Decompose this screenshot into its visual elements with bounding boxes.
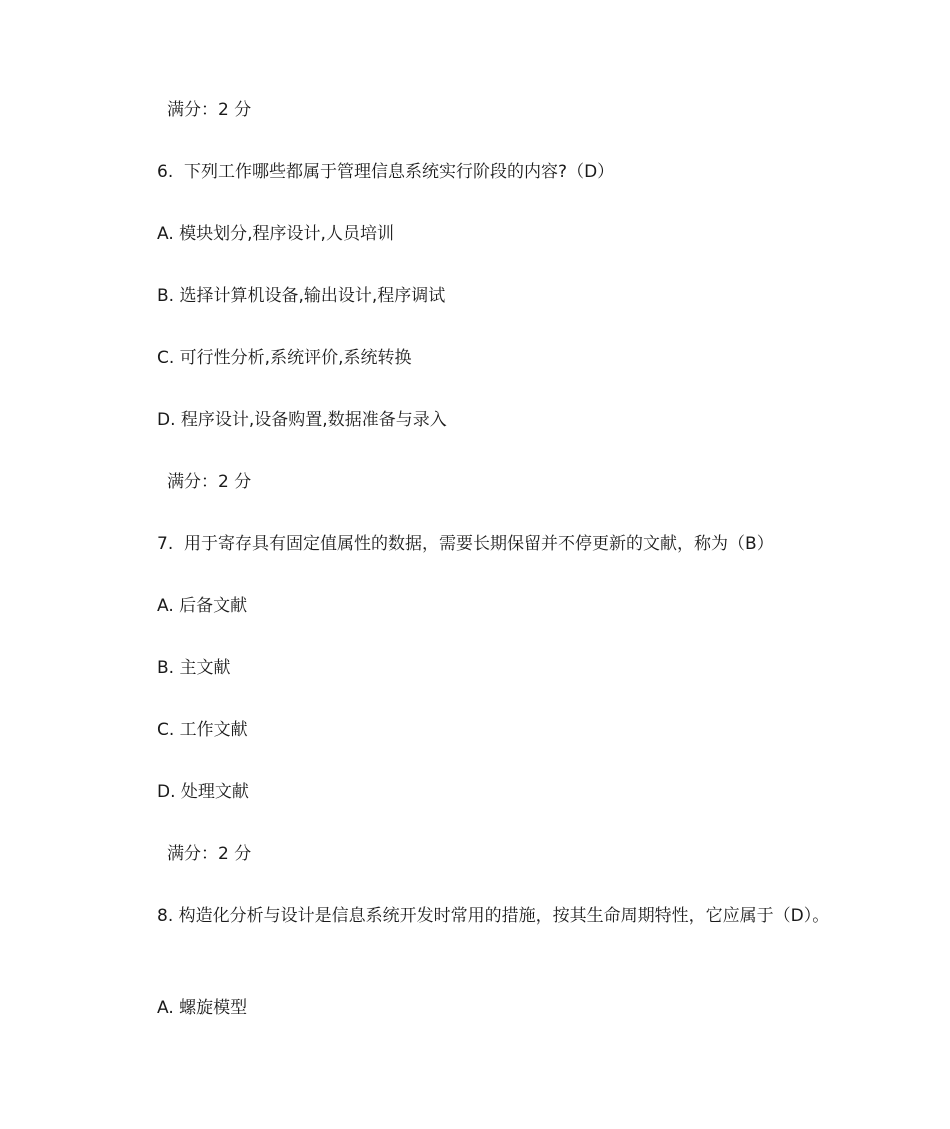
question-number: 8.: [157, 906, 174, 926]
question-number: 7.: [157, 534, 174, 554]
option-a: A. 后备文献: [157, 596, 248, 616]
option-b: B. 主文献: [157, 658, 231, 678]
option-d: D. 处理文献: [157, 782, 249, 802]
option-b: B. 选择计算机设备,输出设计,程序调试: [157, 286, 446, 306]
option-a: A. 螺旋模型: [157, 998, 248, 1018]
question-8: [131, 901, 851, 932]
question-text: 构造化分析与设计是信息系统开发时常用的措施，按其生命周期特性，它应属于（D）。: [178, 906, 830, 926]
score-line: 满分：2 分: [167, 472, 252, 492]
question-text: 用于寄存具有固定值属性的数据，需要长期保留并不停更新的文献，称为（B）: [184, 534, 774, 554]
question-7: [157, 533, 774, 555]
score-line: 满分：2 分: [167, 100, 252, 120]
question-number: 6.: [157, 162, 174, 182]
score-line: 满分：2 分: [167, 844, 252, 864]
option-c: C. 工作文献: [157, 720, 248, 740]
question-6: [157, 161, 614, 183]
question-text: 下列工作哪些都属于管理信息系统实行阶段的内容?（D）: [184, 162, 615, 182]
option-a: A. 模块划分,程序设计,人员培训: [157, 224, 394, 244]
option-d: D. 程序设计,设备购置,数据准备与录入: [157, 410, 447, 430]
option-c: C. 可行性分析,系统评价,系统转换: [157, 348, 412, 368]
